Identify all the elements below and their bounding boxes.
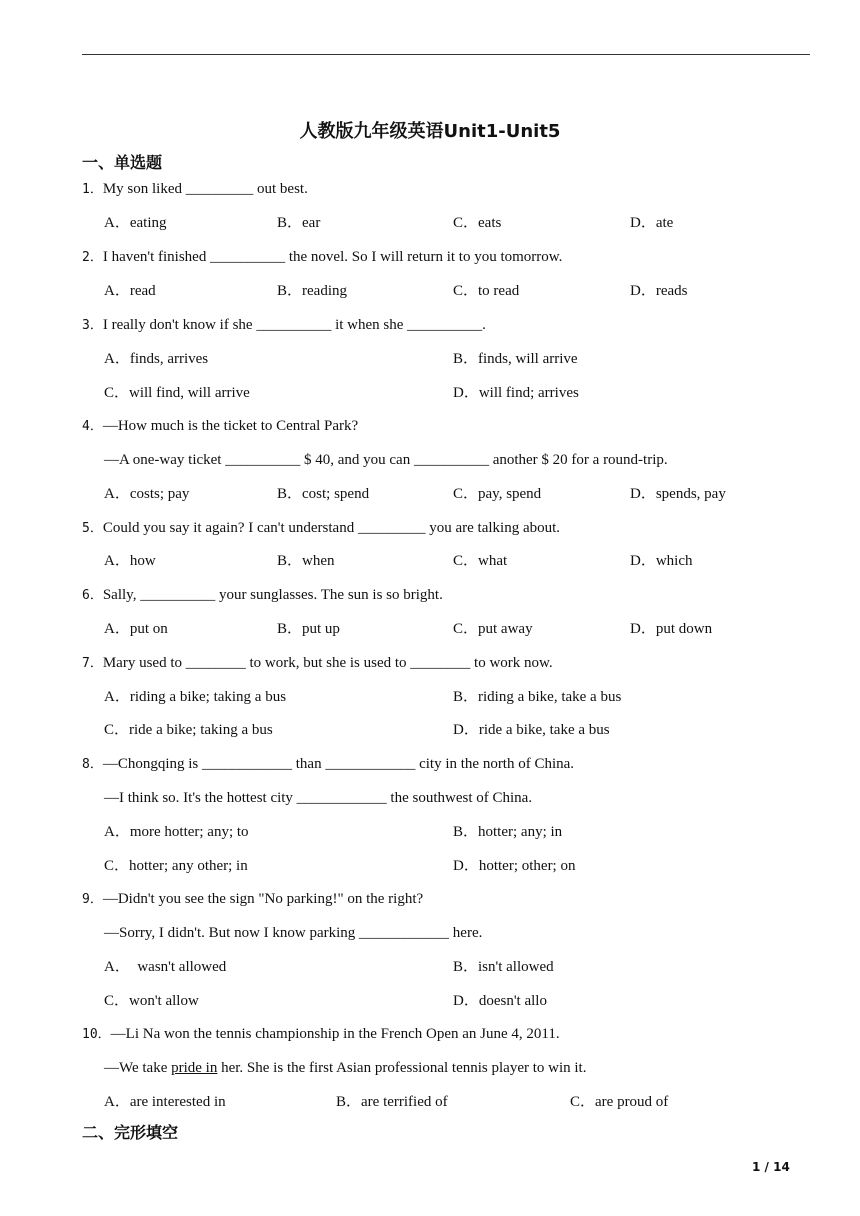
question-stem: —Chongqing is ____________ than ____________ city in the north of China. <box>102 756 575 772</box>
option-c: C．won't allow <box>104 993 199 1009</box>
option-a: A．are interested in <box>104 1094 226 1110</box>
question-stem: —How much is the ticket to Central Park? <box>102 418 359 434</box>
option-a: A．eating <box>104 215 167 231</box>
underlined-phrase: pride in <box>171 1060 218 1076</box>
question-1 <box>82 180 308 199</box>
question-number: 1． <box>82 182 103 197</box>
option-b: B．riding a bike, take a bus <box>453 689 622 705</box>
option-a: A．finds, arrives <box>104 351 209 367</box>
option-c: C．are proud of <box>570 1094 669 1110</box>
option-d: D．hotter; other; on <box>453 858 576 874</box>
question-stem-continued <box>104 1059 586 1077</box>
option-a: A．costs; pay <box>104 486 190 502</box>
option-d: D．ride a bike, take a bus <box>453 722 610 738</box>
option-d: D．put down <box>630 621 713 637</box>
section-heading-cloze: 二、完形填空 <box>82 1123 179 1142</box>
question-stem-continued: —A one-way ticket __________ $ 40, and you can __________ another $ 20 for a round-trip. <box>104 452 668 468</box>
option-a: A．read <box>104 283 156 299</box>
option-b: B．cost; spend <box>277 486 370 502</box>
option-a: A．more hotter; any; to <box>104 824 249 840</box>
header-rule <box>82 54 810 55</box>
document-title: 人教版九年级英语Unit1-Unit5 <box>299 121 561 142</box>
question-stem: Could you say it again? I can't understand _________ you are talking about. <box>102 520 561 536</box>
question-9 <box>82 890 423 909</box>
section-heading-single-choice: 一、单选题 <box>82 153 163 172</box>
option-b: B．finds, will arrive <box>453 351 578 367</box>
option-c: C．what <box>453 553 508 569</box>
question-stem: Mary used to ________ to work, but she is used to ________ to work now. <box>102 655 553 671</box>
question-number: 2． <box>82 250 103 265</box>
stem-text: —We take <box>104 1060 172 1076</box>
question-stem: My son liked _________ out best. <box>102 181 308 197</box>
option-a: A．how <box>104 553 156 569</box>
option-c: C．hotter; any other; in <box>104 858 248 874</box>
option-d: D．reads <box>630 283 688 299</box>
question-number: 6． <box>82 588 103 603</box>
option-a: A．riding a bike; taking a bus <box>104 689 287 705</box>
option-b: B．ear <box>277 215 321 231</box>
option-a: A．put on <box>104 621 168 637</box>
question-number: 7． <box>82 656 103 671</box>
option-d: D．doesn't allo <box>453 993 547 1009</box>
question-stem-continued: —Sorry, I didn't. But now I know parking ____________ here. <box>104 925 483 941</box>
option-b: B．when <box>277 553 335 569</box>
option-b: B．hotter; any; in <box>453 824 563 840</box>
question-4 <box>82 417 358 436</box>
question-7 <box>82 654 553 673</box>
question-number: 4． <box>82 419 103 434</box>
option-d: D．will find; arrives <box>453 385 579 401</box>
question-10 <box>82 1025 560 1044</box>
question-stem-continued: —I think so. It's the hottest city ____________ the southwest of China. <box>104 790 533 806</box>
option-d: D．spends, pay <box>630 486 726 502</box>
stem-text: her. She is the first Asian professional tennis player to win it. <box>217 1060 587 1076</box>
option-b: B．are terrified of <box>336 1094 448 1110</box>
question-5 <box>82 519 560 538</box>
question-stem: I haven't finished __________ the novel. So I will return it to you tomorrow. <box>102 249 563 265</box>
question-number: 10． <box>82 1027 111 1042</box>
question-6 <box>82 586 443 605</box>
question-stem: —Didn't you see the sign "No parking!" on the right? <box>102 891 424 907</box>
question-number: 9． <box>82 892 103 907</box>
question-3 <box>82 316 486 335</box>
question-stem: —Li Na won the tennis championship in the French Open an June 4, 2011. <box>110 1026 560 1042</box>
option-c: C．put away <box>453 621 533 637</box>
option-c: C．will find, will arrive <box>104 385 250 401</box>
option-a: A． wasn't allowed <box>104 959 227 975</box>
question-stem: Sally, __________ your sunglasses. The sun is so bright. <box>102 587 443 603</box>
question-number: 3． <box>82 318 103 333</box>
option-c: C．eats <box>453 215 502 231</box>
question-number: 8． <box>82 757 103 772</box>
question-8 <box>82 755 574 774</box>
question-stem: I really don't know if she __________ it when she __________. <box>102 317 486 333</box>
option-b: B．isn't allowed <box>453 959 554 975</box>
question-2 <box>82 248 562 267</box>
option-c: C．ride a bike; taking a bus <box>104 722 273 738</box>
question-number: 5． <box>82 521 103 536</box>
option-c: C．pay, spend <box>453 486 542 502</box>
option-d: D．ate <box>630 215 674 231</box>
page-number: 1 / 14 <box>752 1160 790 1174</box>
option-b: B．put up <box>277 621 340 637</box>
option-d: D．which <box>630 553 693 569</box>
option-c: C．to read <box>453 283 520 299</box>
option-b: B．reading <box>277 283 347 299</box>
